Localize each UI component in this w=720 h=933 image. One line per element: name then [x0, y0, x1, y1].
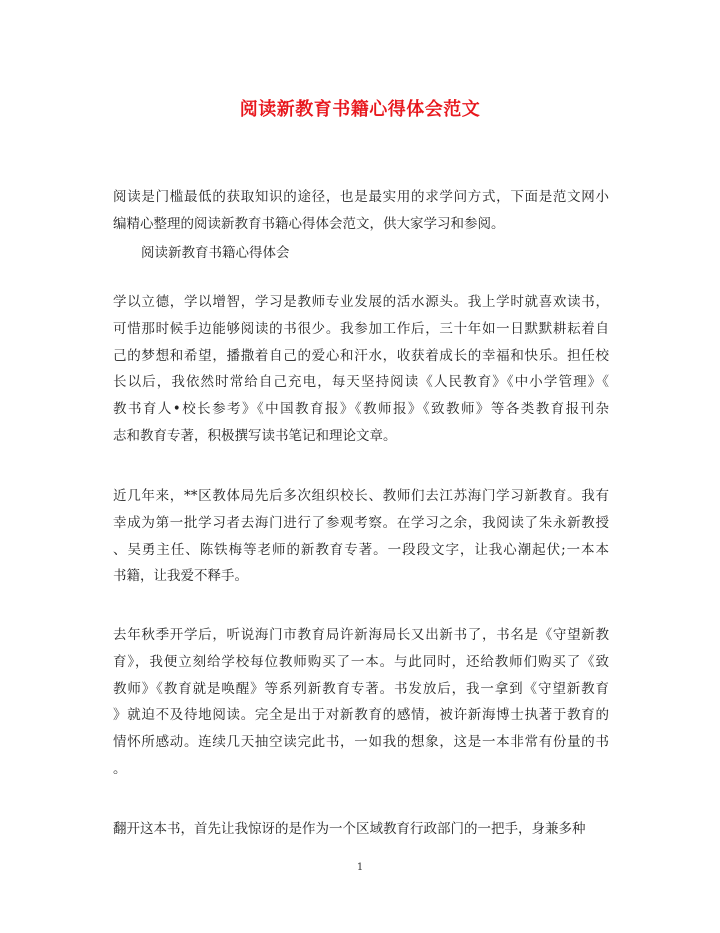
paragraph-line: 去年秋季开学后，听说海门市教育局许新海局长又出新书了，书名是《守望新教	[113, 627, 609, 643]
body-paragraph-4	[113, 816, 609, 843]
paragraph-line: 育》，我便立刻给学校每位教师购买了一本。与此同时，还给教师们购买了《致	[113, 653, 609, 670]
paragraph-line: 教书育人•校长参考》《中国教育报》《教师报》《致教师》等各类教育报刊杂	[113, 401, 609, 418]
paragraph-line: 情怀所感动。连续几天抽空读完此书，一如我的想象，这是一本非常有份量的书	[113, 734, 609, 751]
paragraph-line: 长以后，我依然时常给自己充电，每天坚持阅读《人民教育》《中小学管理》《	[113, 374, 609, 391]
paragraph-line: 学以立德，学以增智，学习是教师专业发展的活水源头。我上学时就喜欢读书，	[113, 294, 609, 310]
paragraph-line: 近几年来，**区教体局先后多次组织校长、教师们去江苏海门学习新教育。我有	[113, 488, 609, 504]
paragraph-line: 己的梦想和希望，播撒着自己的爱心和汗水，收获着成长的幸福和快乐。担任校	[113, 347, 609, 364]
body-paragraph-2	[113, 483, 609, 590]
paragraph-line: 翻开这本书，首先让我惊讶的是作为一个区域教育行政部门的一把手，身兼多种	[113, 821, 586, 837]
section-subheading: 阅读新教育书籍心得体会	[141, 245, 290, 261]
paragraph-line: 志和教育专著，积极撰写读书笔记和理论文章。	[113, 427, 397, 444]
paragraph-line: 幸成为第一批学习者去海门进行了参观考察。在学习之余，我阅读了朱永新教授	[113, 514, 609, 531]
body-paragraph-1	[113, 289, 609, 450]
paragraph-line: 书籍，让我爱不释手。	[113, 568, 248, 585]
paragraph-line: 》就迫不及待地阅读。完全是出于对新教育的感情，被许新海博士执著于教育的	[113, 707, 609, 724]
body-paragraph-3	[113, 622, 609, 783]
intro-line: 阅读是门槛最低的获取知识的途径，也是最实用的求学问方式，下面是范文网小	[113, 189, 609, 205]
paragraph-line: 。	[113, 760, 127, 777]
intro-line: 编精心整理的阅读新教育书籍心得体会范文，供大家学习和参阅。	[113, 215, 505, 232]
paragraph-line: 可惜那时候手边能够阅读的书很少。我参加工作后，三十年如一日默默耕耘着自	[113, 320, 609, 337]
page-number: 1	[356, 862, 364, 873]
paragraph-line: 教师》《教育就是唤醒》等系列新教育专著。书发放后，我一拿到《守望新教育	[113, 680, 609, 697]
paragraph-line: 、吴勇主任、陈铁梅等老师的新教育专著。一段段文字，让我心潮起伏;一本本	[113, 541, 609, 558]
intro-paragraph	[113, 184, 609, 238]
document-title: 阅读新教育书籍心得体会范文	[239, 99, 481, 120]
